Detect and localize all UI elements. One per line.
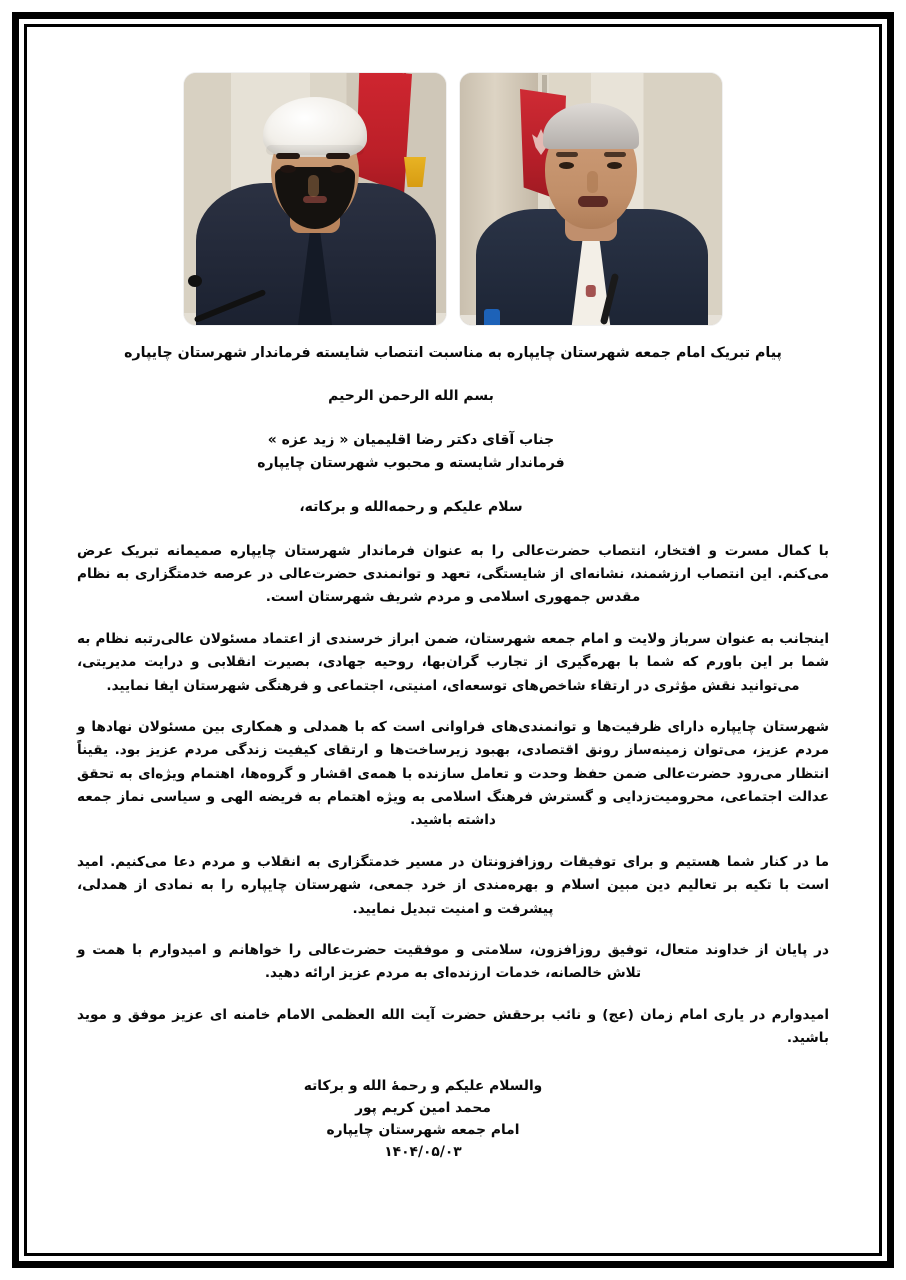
addressee-role: فرماندار شایسته و محبوب شهرستان چایپاره	[257, 454, 565, 471]
paragraph-1: با کمال مسرت و افتخار، انتصاب حضرت‌عالی را به عنوان فرماندار شهرستان چایپاره صمیمانه تبریک عرض می‌کنم. این انتصاب ارزشمند، نشانه‌ای از شایستگی، تعهد و توانمندی حضرت‌عالی در عرصه خدمتگزاری به نظام مقدس جمهوری اسلامی و مردم شریف شهرستان است.	[77, 542, 829, 606]
closing-line: امیدوارم در یاری امام زمان (عج) و نائب برحقش حضرت آیت الله العظمی الامام خامنه ای عزیز موفق و موید باشید.	[77, 1006, 829, 1047]
eye-right	[330, 165, 346, 173]
page-title: پیام تبریک امام جمعه شهرستان چایپاره به مناسبت انتصاب شایسته فرماندار شهرستان چایپاره	[124, 345, 782, 361]
greeting-line: سلام علیکم و رحمه‌الله و برکاته،	[299, 498, 523, 515]
photo-row	[51, 73, 855, 325]
inner-border	[24, 24, 882, 1256]
signature-role: امام جمعه شهرستان چایپاره	[326, 1121, 520, 1138]
paragraph-2: اینجانب به عنوان سرباز ولایت و امام جمعه شهرستان، ضمن ابراز خرسندی از اعتماد مسئولان عالی‌رتبه نظام به شما بر این باورم که شما با بهره‌گیری از تجارب گران‌بها، روحیه جهادی، بصیرت انقلابی و درایت مدیریتی، می‌توانید نقش مؤثری در ارتقاء شاخص‌های توسعه‌ای، امنیتی، اجتماعی و فرهنگی شهرستان ایفا نمایید.	[77, 630, 829, 694]
photo-friday-prayer-leader	[184, 73, 446, 325]
signature-date: ۱۴۰۴/۰۵/۰۳	[384, 1143, 462, 1160]
water-bottle	[484, 309, 500, 325]
eyebrow-right	[326, 153, 350, 159]
paragraph-4: ما در کنار شما هستیم و برای توفیقات روزافزونتان در مسیر خدمتگزاری به انقلاب و مردم دعا می‌کنیم. امید است با تکیه بر تعالیم دین مبین اسلام و بهره‌مندی از خرد جمعی، شهرستان چایپاره را به نمادی از همدلی، پیشرفت و امنیت تبدیل نمایید.	[77, 853, 829, 917]
outer-border	[12, 12, 894, 1268]
nose	[308, 175, 319, 197]
paragraph-5: در پایان از خداوند متعال، توفیق روزافزون، سلامتی و موفقیت حضرت‌عالی را خواهانم و امیدوارم با همت و تلاش خالصانه، خدمات ارزنده‌ای به مردم عزیز ارائه دهید.	[77, 941, 829, 982]
eye-left	[280, 165, 296, 173]
mouth	[578, 196, 608, 207]
microphone-head-icon	[188, 275, 202, 287]
photo-governor	[460, 73, 722, 325]
eyebrow-left	[276, 153, 300, 159]
bismillah-line: بسم الله الرحمن الرحیم	[328, 388, 494, 405]
signature-block	[51, 1076, 855, 1163]
mouth	[303, 196, 327, 203]
addressee-block	[77, 429, 829, 474]
message-body	[51, 343, 855, 1050]
paragraph-3: شهرستان چایپاره دارای ظرفیت‌ها و توانمندی‌های فراوانی است که با همدلی و همکاری بین مسئولان نهادها و مردم عزیز، می‌توان زمینه‌ساز رونق اقتصادی، بهبود زیرساخت‌ها و ارتقای کیفیت زندگی مردم عزیز بود. یقیناً انتظار می‌رود حضرت‌عالی ضمن حفظ وحدت و تعامل سازنده با همه‌ی اقشار و گروه‌ها، اهتمام ویژه‌ای به تحقق عدالت اجتماعی، محرومیت‌زدایی و گسترش فرهنگ اسلامی به ویژه اهتمام به فریضه الهی و سیاسی نماز جمعه داشته باشید.	[77, 718, 829, 829]
signature-farewell: والسلام علیکم و رحمهٔ الله و برکاته	[303, 1078, 543, 1095]
signature-name: محمد امین کریم پور	[355, 1100, 491, 1117]
addressee-name: جناب آقای دکتر رضا اقلیمیان « زید عزه »	[267, 432, 555, 449]
eyebrow-left	[556, 152, 578, 157]
flag-fringe	[404, 157, 426, 187]
lapel-pin	[586, 285, 596, 297]
nose	[587, 171, 598, 193]
eye-right	[607, 162, 622, 169]
eye-left	[559, 162, 574, 169]
eyebrow-right	[604, 152, 626, 157]
